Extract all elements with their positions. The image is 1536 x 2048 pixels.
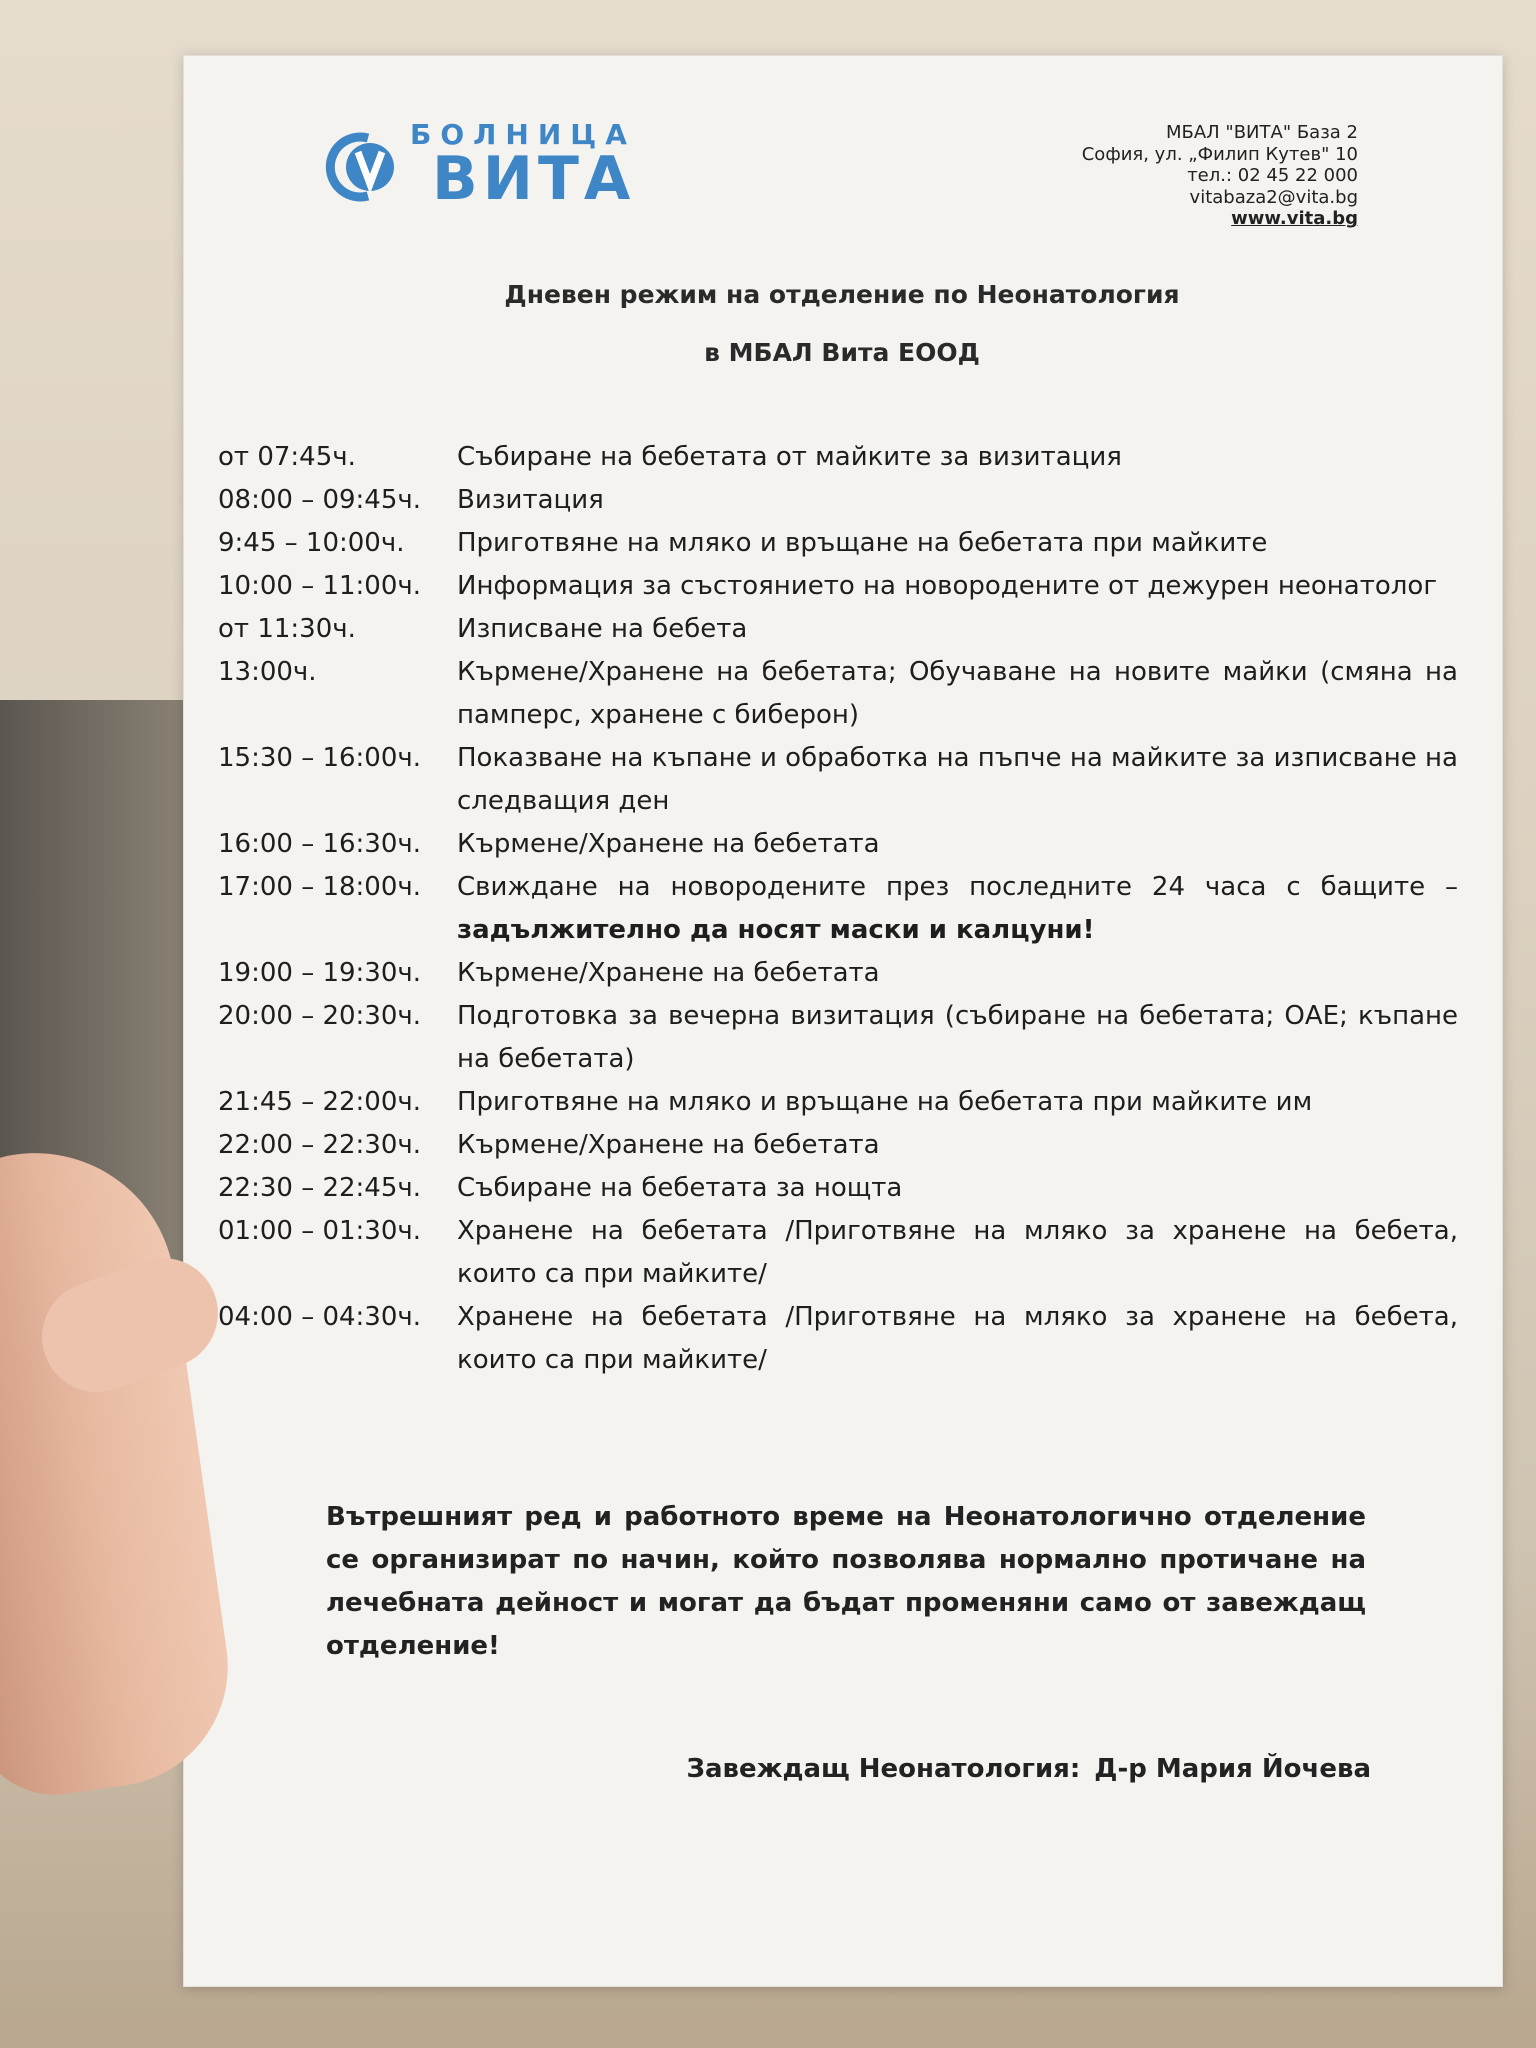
schedule-row <box>218 1296 1458 1382</box>
schedule-description-text: Хранене на бебетата /Приготвяне на мляко за хранене на бебета, които са при майките/ <box>457 1302 1458 1375</box>
hospital-logo <box>320 118 665 213</box>
schedule-row <box>218 1081 1458 1124</box>
schedule-time: от 07:45ч. <box>218 442 356 472</box>
signature-name: Д-р Мария Йочева <box>1094 1754 1371 1784</box>
schedule-description <box>457 1296 1458 1382</box>
logo-main-text: ВИТА <box>432 144 636 214</box>
logo-top-text: БОЛНИЦА <box>410 118 636 151</box>
schedule-row <box>218 651 1458 737</box>
schedule-row <box>218 522 1458 565</box>
schedule-description-text: Визитация <box>457 485 604 515</box>
schedule-row <box>218 1210 1458 1296</box>
schedule-description-text: Приготвяне на мляко и връщане на бебетата при майките им <box>457 1087 1313 1117</box>
schedule-description-text: Събиране на бебетата за нощта <box>457 1173 903 1203</box>
schedule-description <box>457 866 1458 952</box>
schedule-description <box>457 1081 1458 1124</box>
schedule-time: 01:00 – 01:30ч. <box>218 1216 422 1246</box>
schedule-time: 22:00 – 22:30ч. <box>218 1130 422 1160</box>
schedule-description <box>457 1210 1458 1296</box>
schedule-description <box>457 565 1458 608</box>
schedule-row <box>218 565 1458 608</box>
schedule-time: 16:00 – 16:30ч. <box>218 829 422 859</box>
schedule-time: 10:00 – 11:00ч. <box>218 571 422 601</box>
internal-rules-note: Вътрешният ред и работното време на Неонатологично отделение се организират по начин, който позволява нормално протичане на лечебната дейност и могат да бъдат променяни само от завеждащ отделение! <box>326 1502 1366 1661</box>
schedule-time: 22:30 – 22:45ч. <box>218 1173 422 1203</box>
schedule-description <box>457 1167 1458 1210</box>
schedule-description <box>457 479 1458 522</box>
schedule-list <box>218 436 1458 1382</box>
schedule-description-text: Кърмене/Хранене на бебетата <box>457 958 880 988</box>
schedule-time: 17:00 – 18:00ч. <box>218 872 422 902</box>
schedule-description-text: Хранене на бебетата /Приготвяне на мляко за хранене на бебета, които са при майките/ <box>457 1216 1458 1289</box>
schedule-description-text: Изписване на бебета <box>457 614 748 644</box>
schedule-description-text: Подготовка за вечерна визитация (събиране на бебетата; ОАЕ; къпане на бебетата) <box>457 1001 1458 1074</box>
schedule-description-text: Показване на къпане и обработка на пъпче на майките за изписване на следващия ден <box>457 743 1458 816</box>
schedule-row <box>218 1167 1458 1210</box>
schedule-description <box>457 823 1458 866</box>
schedule-description <box>457 651 1458 737</box>
schedule-row <box>218 823 1458 866</box>
document-title: Дневен режим на отделение по Неонатология <box>504 280 1180 309</box>
schedule-time: 04:00 – 04:30ч. <box>218 1302 422 1332</box>
schedule-description-text: Кърмене/Хранене на бебетата; Обучаване на новите майки (смяна на памперс, хранене с биберон) <box>457 657 1458 730</box>
schedule-time: 15:30 – 16:00ч. <box>218 743 422 773</box>
schedule-row <box>218 995 1458 1081</box>
schedule-description-text: Свиждане на новородените през последните 24 часа с бащите – <box>457 872 1458 902</box>
schedule-time: от 11:30ч. <box>218 614 356 644</box>
schedule-description <box>457 952 1458 995</box>
document-subtitle: в МБАЛ Вита ЕООД <box>704 338 980 367</box>
schedule-description-text: Приготвяне на мляко и връщане на бебетата при майките <box>457 528 1268 558</box>
schedule-time: 13:00ч. <box>218 657 317 687</box>
schedule-description-text: Информация за състоянието на новородените от дежурен неонатолог <box>457 571 1437 601</box>
schedule-row <box>218 1124 1458 1167</box>
address-line: МБАЛ "ВИТА" База 2 <box>1165 122 1358 143</box>
schedule-time: 9:45 – 10:00ч. <box>218 528 405 558</box>
schedule-description <box>457 1124 1458 1167</box>
schedule-description <box>457 608 1458 651</box>
schedule-description-emphasis: задължително да носят маски и калцуни! <box>457 915 1095 945</box>
schedule-description-text: Кърмене/Хранене на бебетата <box>457 829 880 859</box>
schedule-description <box>457 737 1458 823</box>
address-line: София, ул. „Филип Кутев" 10 <box>1081 143 1358 165</box>
schedule-row <box>218 737 1458 823</box>
schedule-description <box>457 995 1458 1081</box>
schedule-row <box>218 866 1458 952</box>
schedule-time: 21:45 – 22:00ч. <box>218 1087 422 1117</box>
schedule-time: 20:00 – 20:30ч. <box>218 1001 422 1031</box>
schedule-row <box>218 479 1458 522</box>
signature <box>686 1754 1371 1784</box>
schedule-row <box>218 608 1458 651</box>
vita-logo-icon <box>320 132 406 202</box>
schedule-description <box>457 436 1458 479</box>
schedule-time: 19:00 – 19:30ч. <box>218 958 422 988</box>
schedule-description-text: Събиране на бебетата от майките за визитация <box>457 442 1122 472</box>
website-link[interactable]: www.vita.bg <box>1231 208 1358 229</box>
signature-role: Завеждащ Неонатология: <box>686 1754 1081 1784</box>
email-line: vitabaza2@vita.bg <box>1189 186 1358 208</box>
hospital-address <box>1082 122 1358 230</box>
schedule-time: 08:00 – 09:45ч. <box>218 485 422 515</box>
schedule-row <box>218 436 1458 479</box>
schedule-row <box>218 952 1458 995</box>
schedule-description <box>457 522 1458 565</box>
phone-line: тел.: 02 45 22 000 <box>1187 165 1358 186</box>
schedule-description-text: Кърмене/Хранене на бебетата <box>457 1130 880 1160</box>
